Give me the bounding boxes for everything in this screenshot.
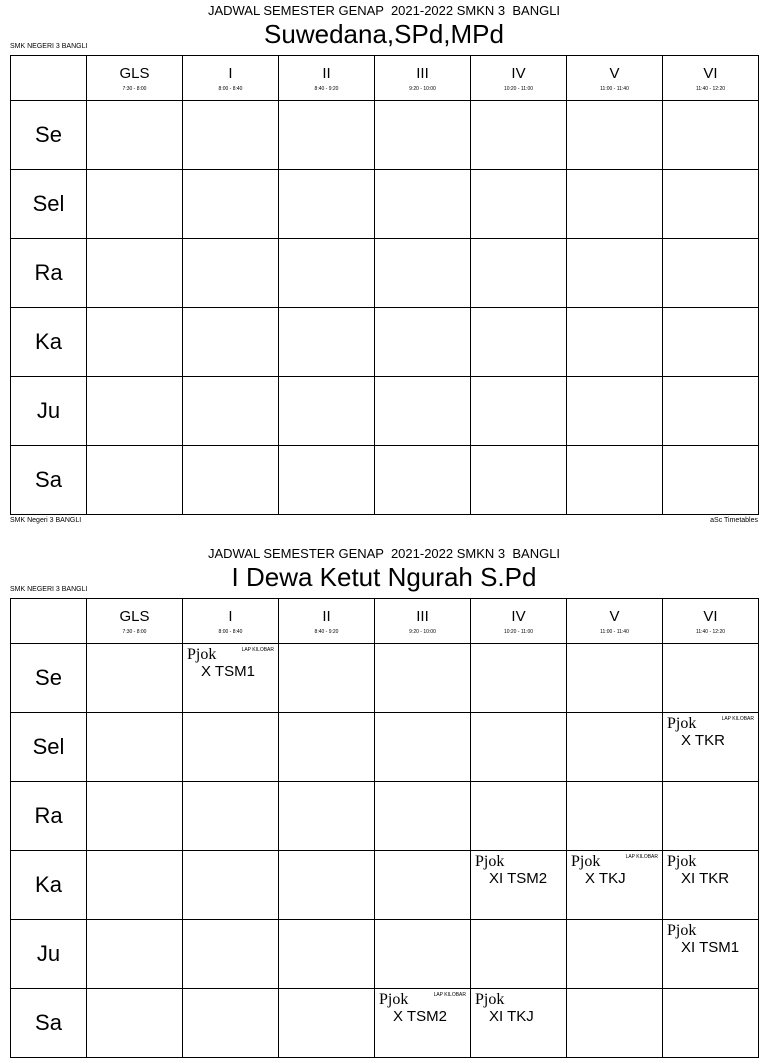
timetable-slot: [183, 101, 279, 170]
period-time: 10:20 - 11:00: [503, 629, 534, 635]
period-header: [183, 599, 279, 644]
timetable-slot: [471, 851, 567, 920]
period-name: I: [228, 608, 233, 625]
period-header: [375, 56, 471, 101]
period-header: [567, 56, 663, 101]
timetable-slot: [375, 644, 471, 713]
timetable-slot: [279, 920, 375, 989]
period-header: [471, 599, 567, 644]
timetable-slot: [87, 644, 183, 713]
timetable-slot: [663, 713, 759, 782]
period-name: GLS: [119, 608, 150, 625]
timetable-slot: [663, 239, 759, 308]
period-name: VI: [703, 608, 718, 625]
timetable-slot: [183, 377, 279, 446]
day-row: [11, 644, 759, 713]
period-name: V: [609, 608, 620, 625]
lesson-room: LAP KILOBAR: [625, 854, 658, 860]
timetable-slot: [279, 308, 375, 377]
lesson-class: XI TKR: [681, 870, 730, 887]
lesson-card: [475, 991, 564, 1025]
timetable-slot: [183, 713, 279, 782]
lesson-subject: Pjok: [667, 853, 697, 870]
teacher-name: I Dewa Ketut Ngurah S.Pd: [231, 562, 537, 592]
header-row: [11, 599, 759, 644]
period-name: IV: [511, 608, 526, 625]
period-header: [375, 599, 471, 644]
timetable-slot: [471, 446, 567, 515]
day-label: Sel: [11, 170, 87, 239]
lesson-room: LAP KILOBAR: [433, 992, 466, 998]
lesson-card: [571, 853, 660, 887]
timetable-slot: [279, 101, 375, 170]
timetable-slot: [279, 239, 375, 308]
timetable-slot: [471, 239, 567, 308]
timetable-slot: [375, 851, 471, 920]
timetable-slot: [567, 989, 663, 1058]
day-row: [11, 446, 759, 515]
day-label: Ka: [11, 308, 87, 377]
period-name: GLS: [119, 65, 150, 82]
timetable-slot: [87, 782, 183, 851]
timetable-slot: [87, 308, 183, 377]
timetable-slot: [87, 170, 183, 239]
period-header: [183, 56, 279, 101]
lesson-subject: Pjok: [475, 853, 505, 870]
day-label: Sa: [11, 446, 87, 515]
day-row: [11, 782, 759, 851]
timetable-slot: [663, 644, 759, 713]
sheet-title: JADWAL SEMESTER GENAP 2021-2022 SMKN 3 BANGLI: [207, 3, 561, 18]
timetable-slot: [279, 446, 375, 515]
period-name: I: [228, 65, 233, 82]
timetable-slot: [183, 989, 279, 1058]
timetable-slot: [375, 377, 471, 446]
timetable-slot: [183, 782, 279, 851]
timetable-slot: [471, 308, 567, 377]
lesson-class: X TSM2: [393, 1008, 447, 1025]
timetable-slot: [567, 101, 663, 170]
lesson-room: LAP KILOBAR: [721, 716, 754, 722]
lesson-card: [667, 853, 756, 887]
day-label: Ka: [11, 851, 87, 920]
period-time: 7:30 - 8:00: [122, 629, 147, 635]
timetable-slot: [663, 920, 759, 989]
timetable-slot: [567, 782, 663, 851]
timetable-slot: [183, 446, 279, 515]
period-time: 8:40 - 9:20: [314, 629, 339, 635]
period-name: II: [322, 608, 331, 625]
timetable-slot: [87, 377, 183, 446]
day-row: [11, 851, 759, 920]
timetable-slot: [375, 170, 471, 239]
period-time: 11:00 - 11:40: [600, 629, 629, 635]
period-time: 11:40 - 12:20: [695, 86, 726, 92]
period-time: 8:00 - 8:40: [218, 86, 243, 92]
timetable-slot: [279, 713, 375, 782]
timetable-slot: [471, 170, 567, 239]
lesson-subject: Pjok: [667, 922, 697, 939]
footer-generator: aSc Timetables: [710, 517, 758, 524]
day-label: Se: [11, 644, 87, 713]
day-row: [11, 308, 759, 377]
school-label: SMK NEGERI 3 BANGLI: [10, 43, 88, 50]
timetable-slot: [87, 239, 183, 308]
timetable-slot: [183, 239, 279, 308]
timetable-slot: [567, 170, 663, 239]
timetable-slot: [375, 782, 471, 851]
lesson-class: XI TSM1: [681, 939, 740, 956]
header-row: [11, 56, 759, 101]
corner-cell: [11, 599, 87, 644]
timetable-slot: [567, 713, 663, 782]
timetable-slot: [87, 101, 183, 170]
lesson-class: X TKJ: [585, 870, 626, 887]
day-row: [11, 170, 759, 239]
period-time: 9:20 - 10:00: [409, 86, 436, 92]
lesson-class: XI TKJ: [489, 1008, 534, 1025]
timetable-slot: [375, 713, 471, 782]
timetable-slot: [471, 782, 567, 851]
timetable-slot: [87, 446, 183, 515]
day-label: Ju: [11, 920, 87, 989]
timetable-slot: [663, 377, 759, 446]
timetable-slot: [279, 644, 375, 713]
period-time: 8:00 - 8:40: [218, 629, 243, 635]
timetable-slot: [279, 782, 375, 851]
lesson-class: X TSM1: [201, 663, 255, 680]
footer-school: SMK Negeri 3 BANGLI: [10, 517, 82, 524]
timetable-slot: [567, 239, 663, 308]
period-header: [279, 599, 375, 644]
timetable-slot: [567, 446, 663, 515]
timetable-slot: [279, 170, 375, 239]
day-label: Ra: [11, 239, 87, 308]
timetable-slot: [87, 920, 183, 989]
period-name: III: [416, 608, 429, 625]
timetable-slot: [567, 920, 663, 989]
timetable-slot: [375, 446, 471, 515]
lesson-card: [187, 646, 276, 680]
lesson-subject: Pjok: [187, 646, 217, 663]
period-time: 9:20 - 10:00: [409, 629, 436, 635]
timetable-slot: [183, 644, 279, 713]
period-time: 10:20 - 11:00: [503, 86, 534, 92]
timetable-slot: [183, 920, 279, 989]
timetable-slot: [471, 989, 567, 1058]
period-time: 8:40 - 9:20: [314, 86, 339, 92]
timetable-slot: [87, 713, 183, 782]
lesson-card: [667, 715, 756, 749]
period-name: V: [609, 65, 620, 82]
period-header: [471, 56, 567, 101]
timetable-slot: [663, 170, 759, 239]
period-header: [663, 599, 759, 644]
day-label: Ra: [11, 782, 87, 851]
timetable-slot: [183, 308, 279, 377]
day-row: [11, 920, 759, 989]
day-label: Se: [11, 101, 87, 170]
day-row: [11, 713, 759, 782]
day-label: Ju: [11, 377, 87, 446]
timetable-slot: [567, 851, 663, 920]
lesson-room: LAP KILOBAR: [241, 647, 274, 653]
timetable-slot: [87, 989, 183, 1058]
timetable-grid: [10, 55, 759, 515]
timetable-slot: [471, 377, 567, 446]
period-header: [567, 599, 663, 644]
day-row: [11, 377, 759, 446]
period-header: [87, 599, 183, 644]
teacher-name: Suwedana,SPd,MPd: [264, 19, 504, 49]
day-row: [11, 989, 759, 1058]
day-row: [11, 239, 759, 308]
school-label: SMK NEGERI 3 BANGLI: [10, 586, 88, 593]
timetable-slot: [663, 851, 759, 920]
period-name: IV: [511, 65, 526, 82]
timetable-slot: [471, 644, 567, 713]
day-label: Sa: [11, 989, 87, 1058]
lesson-subject: Pjok: [667, 715, 697, 732]
period-header: [87, 56, 183, 101]
lesson-subject: Pjok: [379, 991, 409, 1008]
period-time: 11:00 - 11:40: [600, 86, 629, 92]
period-header: [663, 56, 759, 101]
lesson-subject: Pjok: [571, 853, 601, 870]
timetable-slot: [567, 308, 663, 377]
timetable-slot: [279, 989, 375, 1058]
period-header: [279, 56, 375, 101]
timetable-slot: [663, 989, 759, 1058]
timetable-slot: [663, 782, 759, 851]
lesson-card: [475, 853, 564, 887]
timetable-slot: [471, 920, 567, 989]
timetable-slot: [471, 713, 567, 782]
period-time: 7:30 - 8:00: [122, 86, 147, 92]
timetable-slot: [375, 920, 471, 989]
period-name: II: [322, 65, 331, 82]
timetable-slot: [375, 308, 471, 377]
lesson-card: [379, 991, 468, 1025]
timetable-slot: [279, 851, 375, 920]
lesson-class: X TKR: [681, 732, 725, 749]
period-name: III: [416, 65, 429, 82]
corner-cell: [11, 56, 87, 101]
lesson-card: [667, 922, 756, 956]
timetable-slot: [375, 239, 471, 308]
timetable-slot: [183, 170, 279, 239]
timetable-slot: [567, 644, 663, 713]
timetable-slot: [375, 989, 471, 1058]
lesson-class: XI TSM2: [489, 870, 548, 887]
timetable-slot: [375, 101, 471, 170]
sheet-title: JADWAL SEMESTER GENAP 2021-2022 SMKN 3 BANGLI: [207, 546, 561, 561]
lesson-subject: Pjok: [475, 991, 505, 1008]
day-row: [11, 101, 759, 170]
timetable-slot: [183, 851, 279, 920]
timetable-slot: [663, 308, 759, 377]
timetable-slot: [567, 377, 663, 446]
timetable-grid: [10, 598, 759, 1058]
timetable-slot: [663, 101, 759, 170]
period-name: VI: [703, 65, 718, 82]
timetable-slot: [87, 851, 183, 920]
timetable-slot: [279, 377, 375, 446]
day-label: Sel: [11, 713, 87, 782]
period-time: 11:40 - 12:20: [695, 629, 726, 635]
timetable-slot: [663, 446, 759, 515]
timetable-slot: [471, 101, 567, 170]
